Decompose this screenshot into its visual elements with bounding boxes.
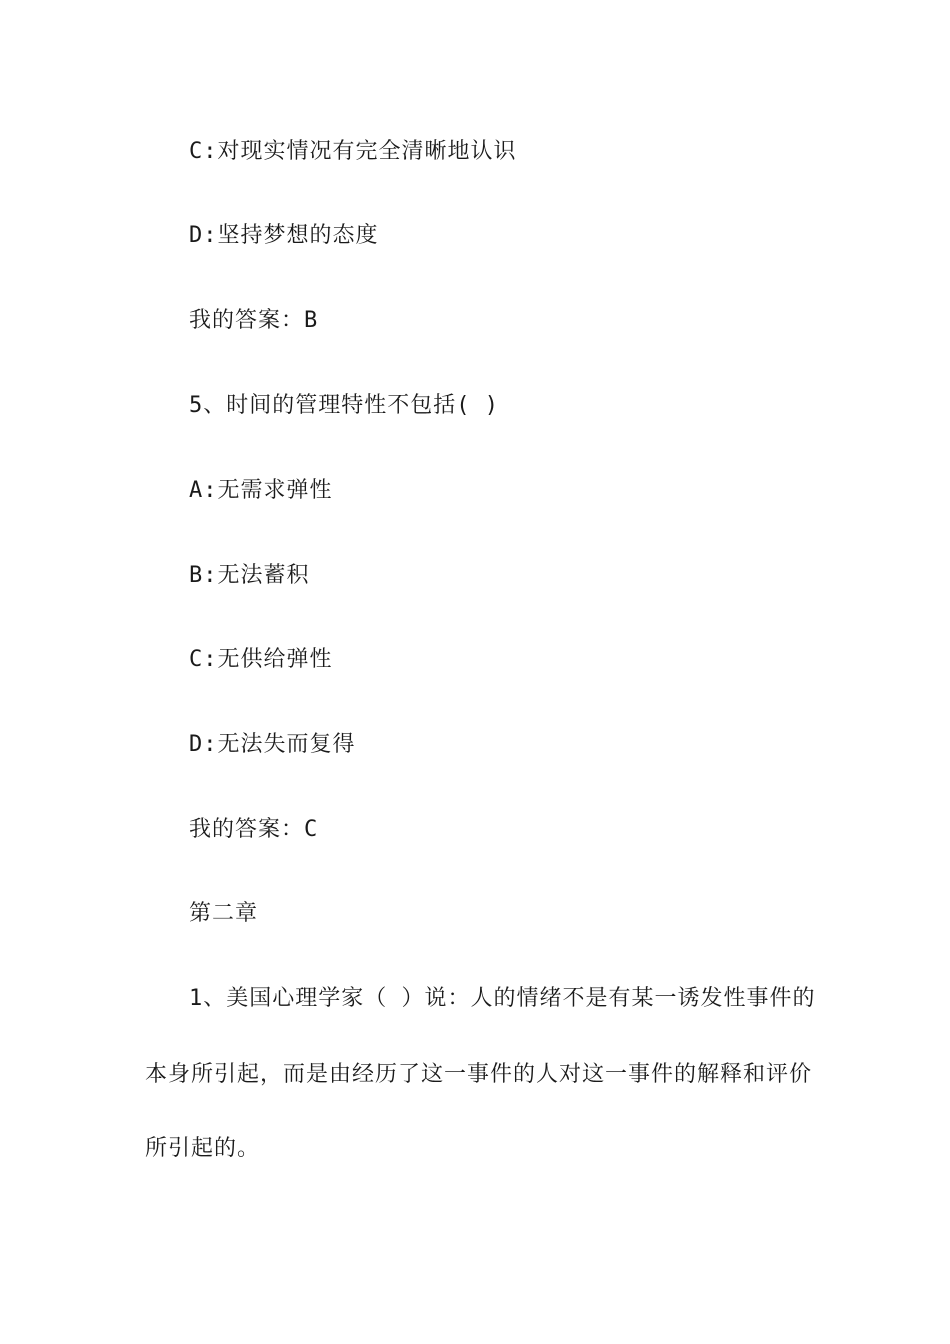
chapter2-question-1-line1: 1、美国心理学家（ ）说：人的情绪不是有某一诱发性事件的 [189,986,816,1011]
chapter2-question-1-line2: 本身所引起，而是由经历了这一事件的人对这一事件的解释和评价 [145,1062,813,1087]
chapter2-question-1-line3: 所引起的。 [145,1136,261,1161]
answer-q4: 我的答案：B [189,308,319,333]
option-d-q4: D:坚持梦想的态度 [189,223,379,248]
option-c-q4: C:对现实情况有完全清晰地认识 [189,139,517,164]
option-a-q5: A:无需求弹性 [189,478,333,503]
chapter-title: 第二章 [189,901,259,926]
option-c-q5: C:无供给弹性 [189,647,333,672]
option-d-q5: D:无法失而复得 [189,732,356,757]
option-b-q5: B:无法蓄积 [189,563,310,588]
question-5: 5、时间的管理特性不包括( ) [189,393,499,418]
answer-q5: 我的答案：C [189,817,319,842]
